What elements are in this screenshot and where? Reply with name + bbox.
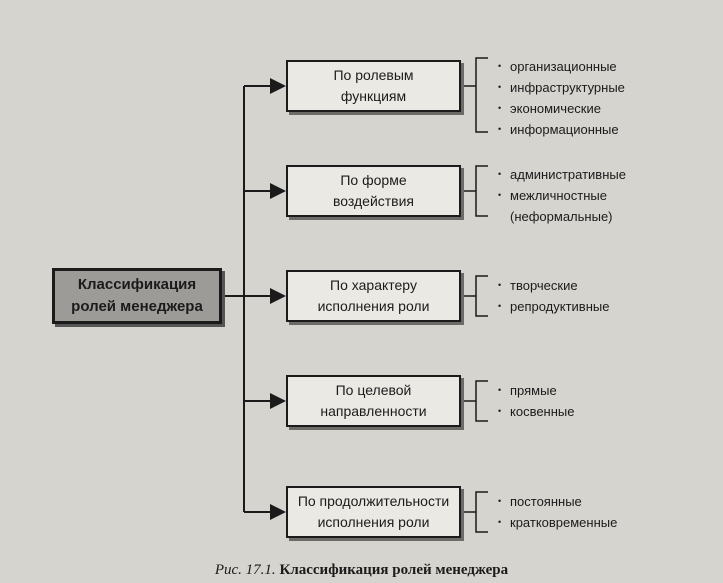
category-label: По форме воздействия: [332, 172, 415, 209]
list-item: • инфраструктурные: [498, 77, 625, 98]
root-box: [52, 268, 222, 324]
list-duration: [498, 491, 617, 533]
list-item: • постоянные: [498, 491, 617, 512]
list-influence-form: [498, 164, 626, 227]
bullet-icon: •: [498, 82, 502, 92]
list-item: • кратковременные: [498, 512, 617, 533]
bullet-icon: •: [498, 124, 502, 134]
list-item: • административные: [498, 164, 626, 185]
bullet-icon: •: [498, 517, 502, 527]
list-item: • творческие: [498, 275, 609, 296]
figure-caption: [0, 562, 723, 579]
bullet-icon: •: [498, 301, 502, 311]
list-item: • информационные: [498, 119, 625, 140]
list-item: • косвенные: [498, 401, 575, 422]
category-box-execution-character: [286, 270, 461, 322]
bullet-icon: •: [498, 103, 502, 113]
list-role-functions: [498, 56, 625, 140]
category-label: По продолжительности исполнения роли: [297, 493, 450, 530]
root-label: Классификация ролей менеджера: [71, 276, 203, 315]
bullet-icon: •: [498, 190, 502, 200]
category-box-target-orientation: [286, 375, 461, 427]
bullet-icon: •: [498, 61, 502, 71]
bullet-icon: •: [498, 406, 502, 416]
category-label: По характеру исполнения роли: [317, 277, 430, 314]
bullet-icon: •: [498, 496, 502, 506]
list-item: • экономические: [498, 98, 625, 119]
list-item: • организационные: [498, 56, 625, 77]
bullet-icon: •: [498, 169, 502, 179]
figure-number: Рис. 17.1.: [214, 562, 276, 578]
category-box-role-functions: [286, 60, 461, 112]
category-label: По целевой направленности: [320, 382, 427, 419]
list-item: • межличностные: [498, 185, 626, 206]
figure-title: Классификация ролей менеджера: [279, 562, 509, 578]
list-item: (неформальные): [510, 209, 613, 224]
bullet-icon: •: [498, 385, 502, 395]
category-label: По ролевым функциям: [333, 67, 414, 104]
list-execution-character: [498, 275, 609, 317]
list-item: • прямые: [498, 380, 575, 401]
list-target-orientation: [498, 380, 575, 422]
bullet-icon: •: [498, 280, 502, 290]
list-item: • репродуктивные: [498, 296, 609, 317]
category-box-influence-form: [286, 165, 461, 217]
category-box-duration: [286, 486, 461, 538]
